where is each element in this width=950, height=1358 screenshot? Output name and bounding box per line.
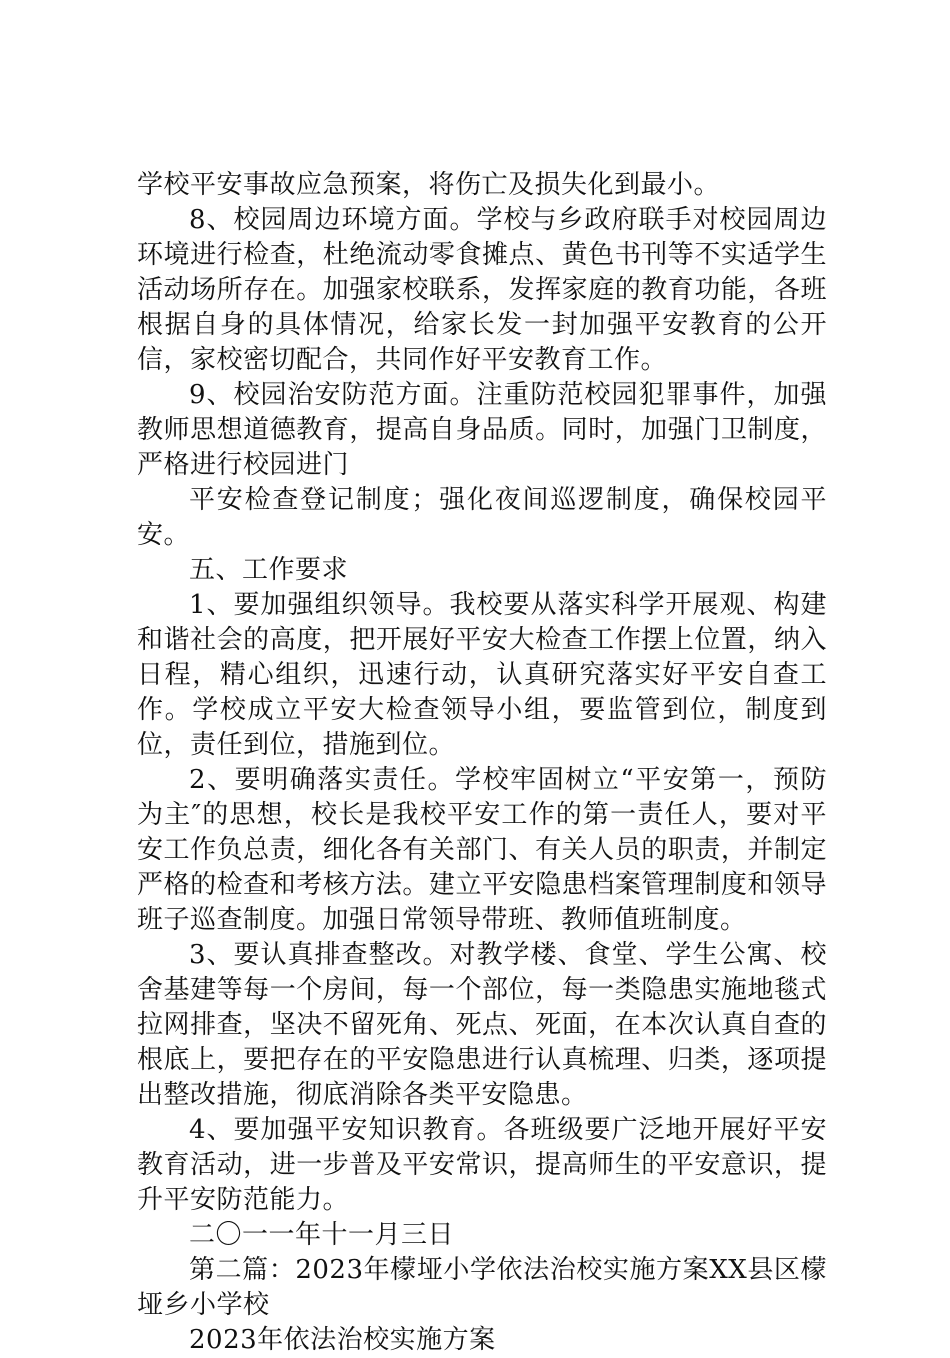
paragraph-safety-education: 4、要加强平安知识教育。各班级要广泛地开展好平安教育活动，进一步普及平安常识，提高师生的平安意识，提升平安防范能力。 <box>137 1115 827 1215</box>
document-date: 二〇一一年十一月三日 <box>189 1220 455 1250</box>
paragraph-responsibility: 2、要明确落实责任。学校牢固树立“平安第一，预防为主″的思想，校长是我校平安工作的第一责任人，要对平安工作负总责，细化各有关部门、有关人员的职责，并制定严格的检查和考核方法。建立平安隐患档案管理制度和领导班子巡查制度。加强日常领导带班、教师值班制度。 <box>137 765 827 935</box>
second-article-subtitle: 2023年依法治校实施方案 <box>189 1325 496 1355</box>
paragraph-emergency-plan-end: 学校平安事故应急预案，将伤亡及损失化到最小。 <box>137 170 721 200</box>
document-body <box>137 168 827 1358</box>
paragraph-security-registration: 平安检查登记制度；强化夜间巡逻制度，确保校园平安。 <box>137 485 827 550</box>
paragraph-campus-surroundings: 8、校园周边环境方面。学校与乡政府联手对校园周边环境进行检查，杜绝流动零食摊点、黄色书刊等不实适学生活动场所存在。加强家校联系，发挥家庭的教育功能，各班根据自身的具体情况，给家长发一封加强平安教育的公开信，家校密切配合，共同作好平安教育工作。 <box>137 205 827 375</box>
paragraph-campus-security: 9、校园治安防范方面。注重防范校园犯罪事件，加强教师思想道德教育，提高自身品质。同时，加强门卫制度，严格进行校园进门 <box>137 380 827 480</box>
paragraph-organization-leadership: 1、要加强组织领导。我校要从落实科学开展观、构建和谐社会的高度，把开展好平安大检查工作摆上位置，纳入日程，精心组织，迅速行动，认真研究落实好平安自查工作。学校成立平安大检查领导小组，要监管到位，制度到位，责任到位，措施到位。 <box>137 590 827 760</box>
section-heading-work-requirements: 五、工作要求 <box>189 555 349 585</box>
paragraph-inspection-rectification: 3、要认真排查整改。对教学楼、食堂、学生公寓、校舍基建等每一个房间，每一个部位，每一类隐患实施地毯式拉网排查，坚决不留死角、死点、死面，在本次认真自查的根底上，要把存在的平安隐患进行认真梳理、归类，逐项提出整改措施，彻底消除各类平安隐患。 <box>137 940 827 1110</box>
second-article-title: 第二篇：2023年檬垭小学依法治校实施方案XX县区檬垭乡小学校 <box>137 1255 827 1320</box>
